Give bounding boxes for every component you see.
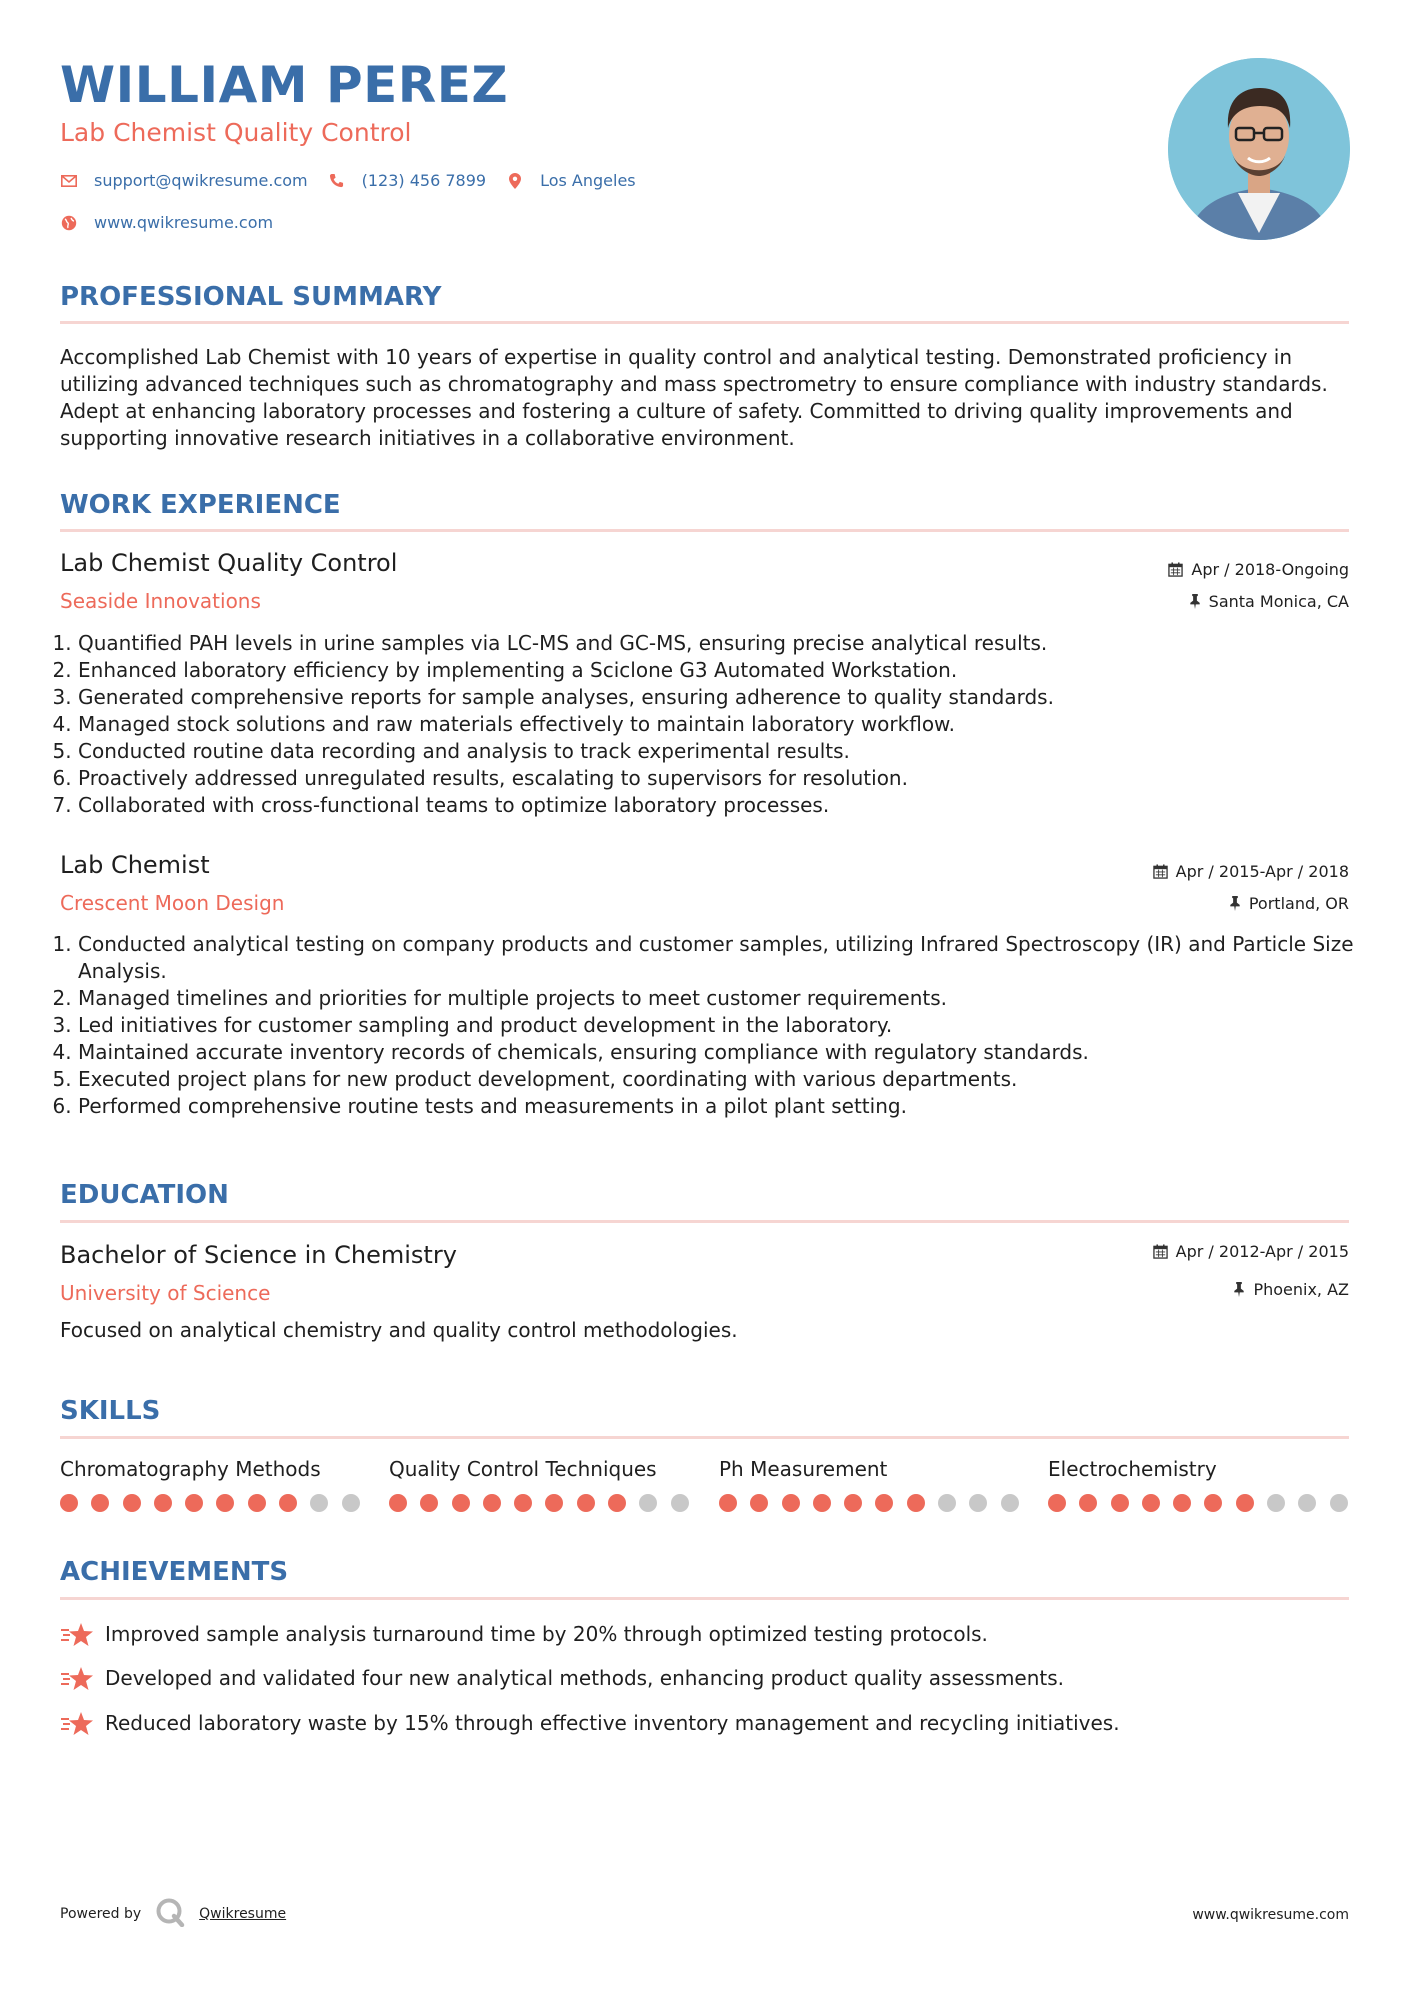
list-item: 1. Conducted analytical testing on company products and customer samples, utilizing Infrared Spectroscopy (IR) and Particle Size Analysis.: [78, 931, 1368, 985]
job-location-text: Santa Monica, CA: [1208, 592, 1349, 611]
globe-icon: [60, 214, 78, 232]
skill-item: [719, 1457, 887, 1481]
rating-dot-filled: [154, 1494, 172, 1512]
job-dates: [1168, 560, 1349, 579]
calendar-icon: [1168, 562, 1183, 577]
company-name: Crescent Moon Design: [60, 891, 285, 915]
list-item: 4. Maintained accurate inventory records of chemicals, ensuring compliance with regulatory standards.: [78, 1039, 1368, 1066]
rating-dot-empty: [1001, 1494, 1019, 1512]
rating-dot-filled: [483, 1494, 501, 1512]
candidate-title: Lab Chemist Quality Control: [60, 118, 412, 147]
education-location: [1233, 1280, 1349, 1299]
education-divider: [60, 1220, 1349, 1223]
skill-name: Chromatography Methods: [60, 1457, 321, 1481]
skills-divider: [60, 1436, 1349, 1439]
skill-rating: [719, 1494, 1032, 1512]
job-location-text: Portland, OR: [1248, 894, 1349, 913]
rating-dot-empty: [342, 1494, 360, 1512]
list-item: 2. Managed timelines and priorities for multiple projects to meet customer requirements.: [78, 985, 1368, 1012]
job-bullet-list: [60, 931, 1368, 1120]
rating-dot-empty: [310, 1494, 328, 1512]
skill-name: Ph Measurement: [719, 1457, 888, 1481]
pushpin-icon: [1229, 896, 1241, 911]
profile-photo: [1168, 58, 1350, 240]
rating-dot-filled: [279, 1494, 297, 1512]
shooting-star-icon: [60, 1710, 94, 1736]
pushpin-icon: [1189, 594, 1201, 609]
shooting-star-icon: [60, 1665, 94, 1691]
job-bullet-list: [60, 630, 1368, 819]
job-title: Lab Chemist: [60, 851, 210, 879]
summary-divider: [60, 321, 1349, 324]
footer-powered-by: [60, 1897, 286, 1931]
contact-row-2: [60, 213, 293, 232]
skill-name: Quality Control Techniques: [389, 1457, 657, 1481]
skill-rating: [1048, 1494, 1361, 1512]
achievement-item: [60, 1665, 1064, 1691]
achievement-item: [60, 1621, 988, 1647]
achievement-text: Developed and validated four new analytical methods, enhancing product quality assessments.: [105, 1666, 1065, 1690]
education-location-text: Phoenix, AZ: [1253, 1280, 1349, 1299]
job-dates-text: Apr / 2018-Ongoing: [1191, 560, 1349, 579]
skill-item: [1048, 1457, 1217, 1481]
experience-divider: [60, 529, 1349, 532]
candidate-name: WILLIAM PEREZ: [60, 56, 509, 114]
rating-dot-filled: [1236, 1494, 1254, 1512]
company-name: Seaside Innovations: [60, 589, 261, 613]
list-item: 1. Quantified PAH levels in urine samples via LC-MS and GC-MS, ensuring precise analytical results.: [78, 630, 1368, 657]
pushpin-icon: [1233, 1282, 1245, 1297]
shooting-star-icon: [60, 1621, 94, 1647]
rating-dot-filled: [844, 1494, 862, 1512]
rating-dot-filled: [123, 1494, 141, 1512]
experience-heading: WORK EXPERIENCE: [60, 490, 341, 520]
job-title: Lab Chemist Quality Control: [60, 549, 398, 577]
list-item: 3. Led initiatives for customer sampling and product development in the laboratory.: [78, 1012, 1368, 1039]
list-item: 3. Generated comprehensive reports for sample analyses, ensuring adherence to quality standards.: [78, 684, 1368, 711]
calendar-icon: [1153, 1244, 1168, 1259]
footer-website-link[interactable]: www.qwikresume.com: [1192, 1907, 1349, 1923]
rating-dot-filled: [216, 1494, 234, 1512]
skills-heading: SKILLS: [60, 1396, 161, 1426]
rating-dot-empty: [1330, 1494, 1348, 1512]
achievement-text: Reduced laboratory waste by 15% through effective inventory management and recycling initiatives.: [105, 1711, 1120, 1735]
rating-dot-filled: [813, 1494, 831, 1512]
rating-dot-filled: [420, 1494, 438, 1512]
rating-dot-empty: [639, 1494, 657, 1512]
job-location: [1229, 894, 1349, 913]
rating-dot-filled: [577, 1494, 595, 1512]
education-description: Focused on analytical chemistry and quality control methodologies.: [60, 1318, 738, 1342]
job-location: [1189, 592, 1349, 611]
rating-dot-filled: [750, 1494, 768, 1512]
education-dates: [1153, 1242, 1349, 1261]
skill-name: Electrochemistry: [1048, 1457, 1217, 1481]
rating-dot-empty: [938, 1494, 956, 1512]
rating-dot-filled: [1048, 1494, 1066, 1512]
rating-dot-empty: [1298, 1494, 1316, 1512]
achievements-heading: ACHIEVEMENTS: [60, 1557, 289, 1587]
list-item: 6. Proactively addressed unregulated results, escalating to supervisors for resolution.: [78, 765, 1368, 792]
phone-icon: [328, 172, 346, 190]
rating-dot-filled: [389, 1494, 407, 1512]
education-dates-text: Apr / 2012-Apr / 2015: [1175, 1242, 1349, 1261]
envelope-icon: [60, 172, 78, 190]
achievement-item: [60, 1710, 1120, 1736]
rating-dot-filled: [1204, 1494, 1222, 1512]
rating-dot-filled: [514, 1494, 532, 1512]
achievements-divider: [60, 1597, 1349, 1600]
skill-item: [60, 1457, 321, 1481]
list-item: 5. Conducted routine data recording and analysis to track experimental results.: [78, 738, 1368, 765]
summary-text: Accomplished Lab Chemist with 10 years of expertise in quality control and analytical testing. Demonstrated proficiency in utilizing advanced techniques such as chromatography and mass spectrometry to ensure compliance with industry standards. Adept at enhancing laboratory processes and fostering a culture of safety. Committed to driving quality improvements and supporting innovative research initiatives in a collaborative environment.: [60, 345, 1328, 450]
website-link[interactable]: www.qwikresume.com: [94, 213, 274, 232]
qwikresume-link[interactable]: Qwikresume: [199, 1906, 287, 1922]
rating-dot-filled: [875, 1494, 893, 1512]
list-item: 7. Collaborated with cross-functional teams to optimize laboratory processes.: [78, 792, 1368, 819]
summary-heading: PROFESSIONAL SUMMARY: [60, 282, 442, 312]
list-item: 4. Managed stock solutions and raw materials effectively to maintain laboratory workflow.: [78, 711, 1368, 738]
skill-rating: [389, 1494, 702, 1512]
contact-row: [60, 171, 656, 190]
degree-title: Bachelor of Science in Chemistry: [60, 1241, 457, 1269]
map-marker-icon: [506, 172, 524, 190]
rating-dot-empty: [671, 1494, 689, 1512]
email-link[interactable]: support@qwikresume.com: [94, 171, 308, 190]
rating-dot-filled: [782, 1494, 800, 1512]
rating-dot-filled: [1142, 1494, 1160, 1512]
rating-dot-filled: [608, 1494, 626, 1512]
rating-dot-filled: [248, 1494, 266, 1512]
job-dates-text: Apr / 2015-Apr / 2018: [1175, 862, 1349, 881]
list-item: 5. Executed project plans for new product development, coordinating with various departments.: [78, 1066, 1368, 1093]
rating-dot-filled: [545, 1494, 563, 1512]
rating-dot-filled: [185, 1494, 203, 1512]
achievement-text: Improved sample analysis turnaround time by 20% through optimized testing protocols.: [105, 1622, 988, 1646]
list-item: 2. Enhanced laboratory efficiency by implementing a Sciclone G3 Automated Workstation.: [78, 657, 1368, 684]
calendar-icon: [1153, 864, 1168, 879]
phone-number[interactable]: (123) 456 7899: [361, 171, 487, 190]
powered-by-label: Powered by: [60, 1906, 142, 1922]
rating-dot-filled: [1079, 1494, 1097, 1512]
rating-dot-filled: [1111, 1494, 1129, 1512]
skill-item: [389, 1457, 657, 1481]
school-name: University of Science: [60, 1281, 271, 1305]
rating-dot-filled: [60, 1494, 78, 1512]
location-text: Los Angeles: [540, 171, 636, 190]
rating-dot-empty: [1267, 1494, 1285, 1512]
rating-dot-filled: [91, 1494, 109, 1512]
rating-dot-empty: [969, 1494, 987, 1512]
rating-dot-filled: [719, 1494, 737, 1512]
education-heading: EDUCATION: [60, 1180, 229, 1210]
list-item: 6. Performed comprehensive routine tests and measurements in a pilot plant setting.: [78, 1093, 1368, 1120]
job-dates: [1153, 862, 1349, 881]
skill-rating: [60, 1494, 373, 1512]
rating-dot-filled: [907, 1494, 925, 1512]
rating-dot-filled: [452, 1494, 470, 1512]
qwikresume-logo-icon: [155, 1897, 185, 1931]
rating-dot-filled: [1173, 1494, 1191, 1512]
